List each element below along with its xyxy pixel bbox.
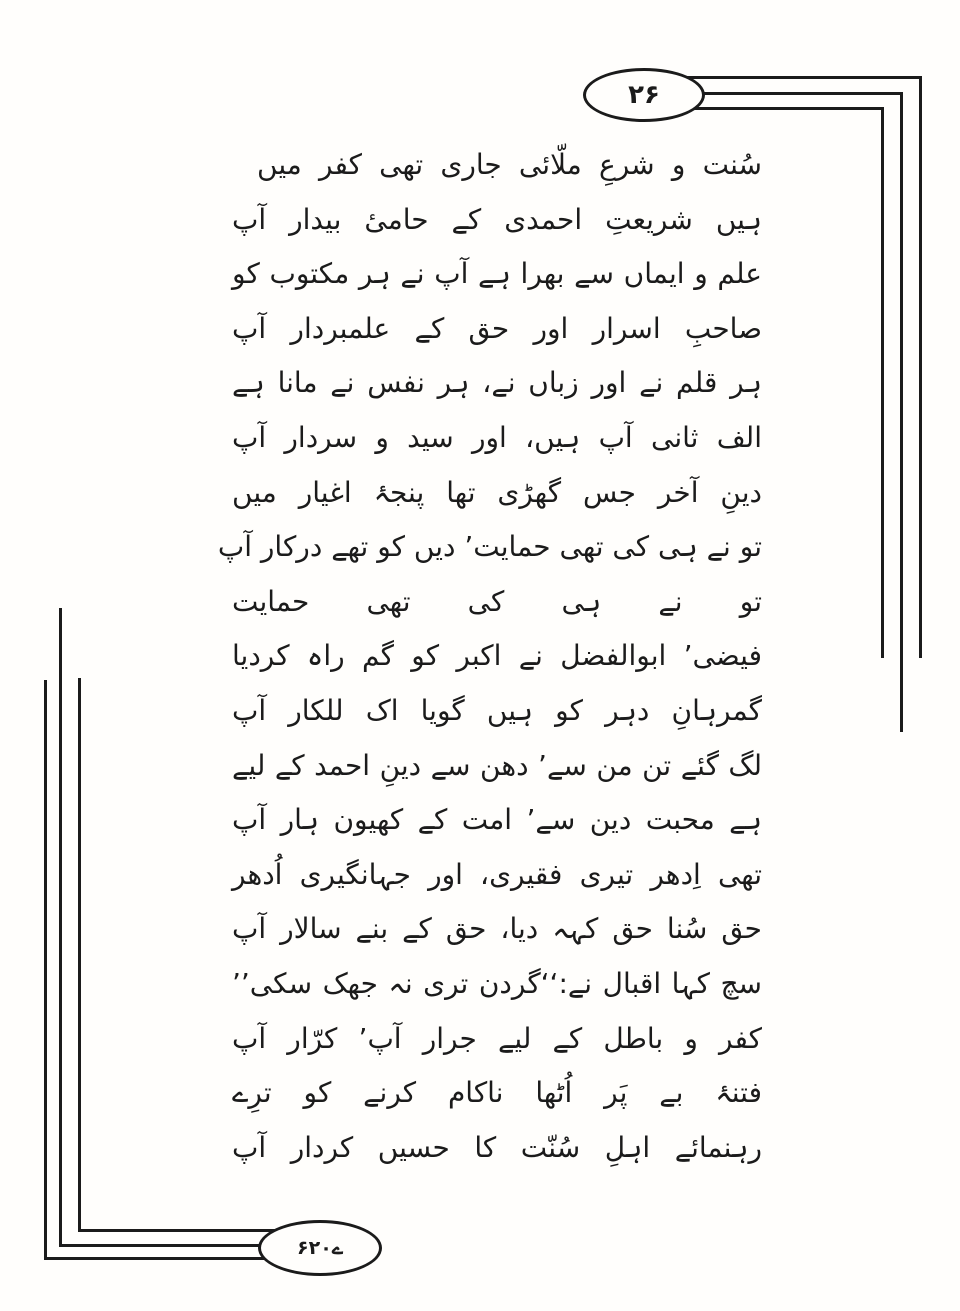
poem-line-12: لگ گئے تن من سے’ دھن سے دینِ احمد کے لیے bbox=[232, 748, 762, 782]
poem-line-14: تھی اِدھر تیری فقیری، اور جہانگیری اُدھر bbox=[232, 857, 762, 891]
poem-line-8: تو نے ہی کی تھی حمایت’ دیں کو تھے درکار آپ bbox=[217, 530, 762, 564]
poem-line-1: سُنت و شرعِ ملّائی جاری تھی کفر میں bbox=[257, 148, 762, 181]
frame-right-vertical-middle bbox=[900, 92, 903, 732]
footer-mark: ۶ے۲۰ bbox=[297, 1237, 343, 1259]
poem-line-18: فتنۂ بے پَر اُٹھا ناکام کرنے کو ترِے bbox=[232, 1076, 762, 1110]
poem-text bbox=[217, 138, 762, 1175]
poem-line-19: رہنمائے اہلِ سُنّت کا حسیں کردار آپ bbox=[232, 1130, 762, 1164]
poem-line-6: الف ثانی آپ ہیں، اور سید و سردار آپ bbox=[232, 420, 762, 454]
poem-line-10: فیضی’ ابوالفضل نے اکبر کو گم راہ کردیا bbox=[232, 639, 762, 673]
frame-left-vertical-outer bbox=[44, 680, 47, 1260]
frame-left-vertical-inner bbox=[78, 678, 81, 1232]
poem-line-3: علم و ایماں سے بھرا ہے آپ نے ہر مکتوب کو bbox=[232, 257, 762, 291]
poem-line-13: ہے محبت دین سے’ امت کے کھیون ہار آپ bbox=[232, 803, 762, 837]
poem-line-2: ہیں شریعتِ احمدی کے حامیٔ بیدار آپ bbox=[232, 202, 762, 236]
frame-right-vertical-inner bbox=[881, 107, 884, 658]
frame-left-vertical-middle bbox=[59, 608, 62, 1247]
page-number: ۲۶ bbox=[628, 80, 660, 110]
poem-line-4: صاحبِ اسرار اور حق کے علمبردار آپ bbox=[232, 311, 762, 345]
page-number-cartouche bbox=[583, 68, 705, 122]
poem-line-7: دینِ آخر جس گھڑی تھا پنجۂ اغیار میں bbox=[232, 475, 762, 509]
poem-line-9: تو نے ہی کی تھی حمایت bbox=[232, 584, 762, 618]
poem-line-16: سچ کہا اقبال نے:‘‘گردن تری نہ جھک سکی’’ bbox=[232, 966, 762, 1000]
poem-line-17: کفر و باطل کے لیے جرار آپ’ کرّار آپ bbox=[232, 1021, 762, 1055]
frame-right-vertical-outer bbox=[919, 76, 922, 658]
poem-line-11: گمرہانِ دہر کو ہیں گویا اک للکار آپ bbox=[232, 693, 762, 727]
poem-line-5: ہر قلم نے اور زباں نے، ہر نفس نے مانا ہے bbox=[232, 366, 762, 400]
poem-line-15: حق سُنا حق کہہ دیا، حق کے بنے سالار آپ bbox=[232, 912, 762, 946]
footer-cartouche bbox=[258, 1220, 382, 1276]
